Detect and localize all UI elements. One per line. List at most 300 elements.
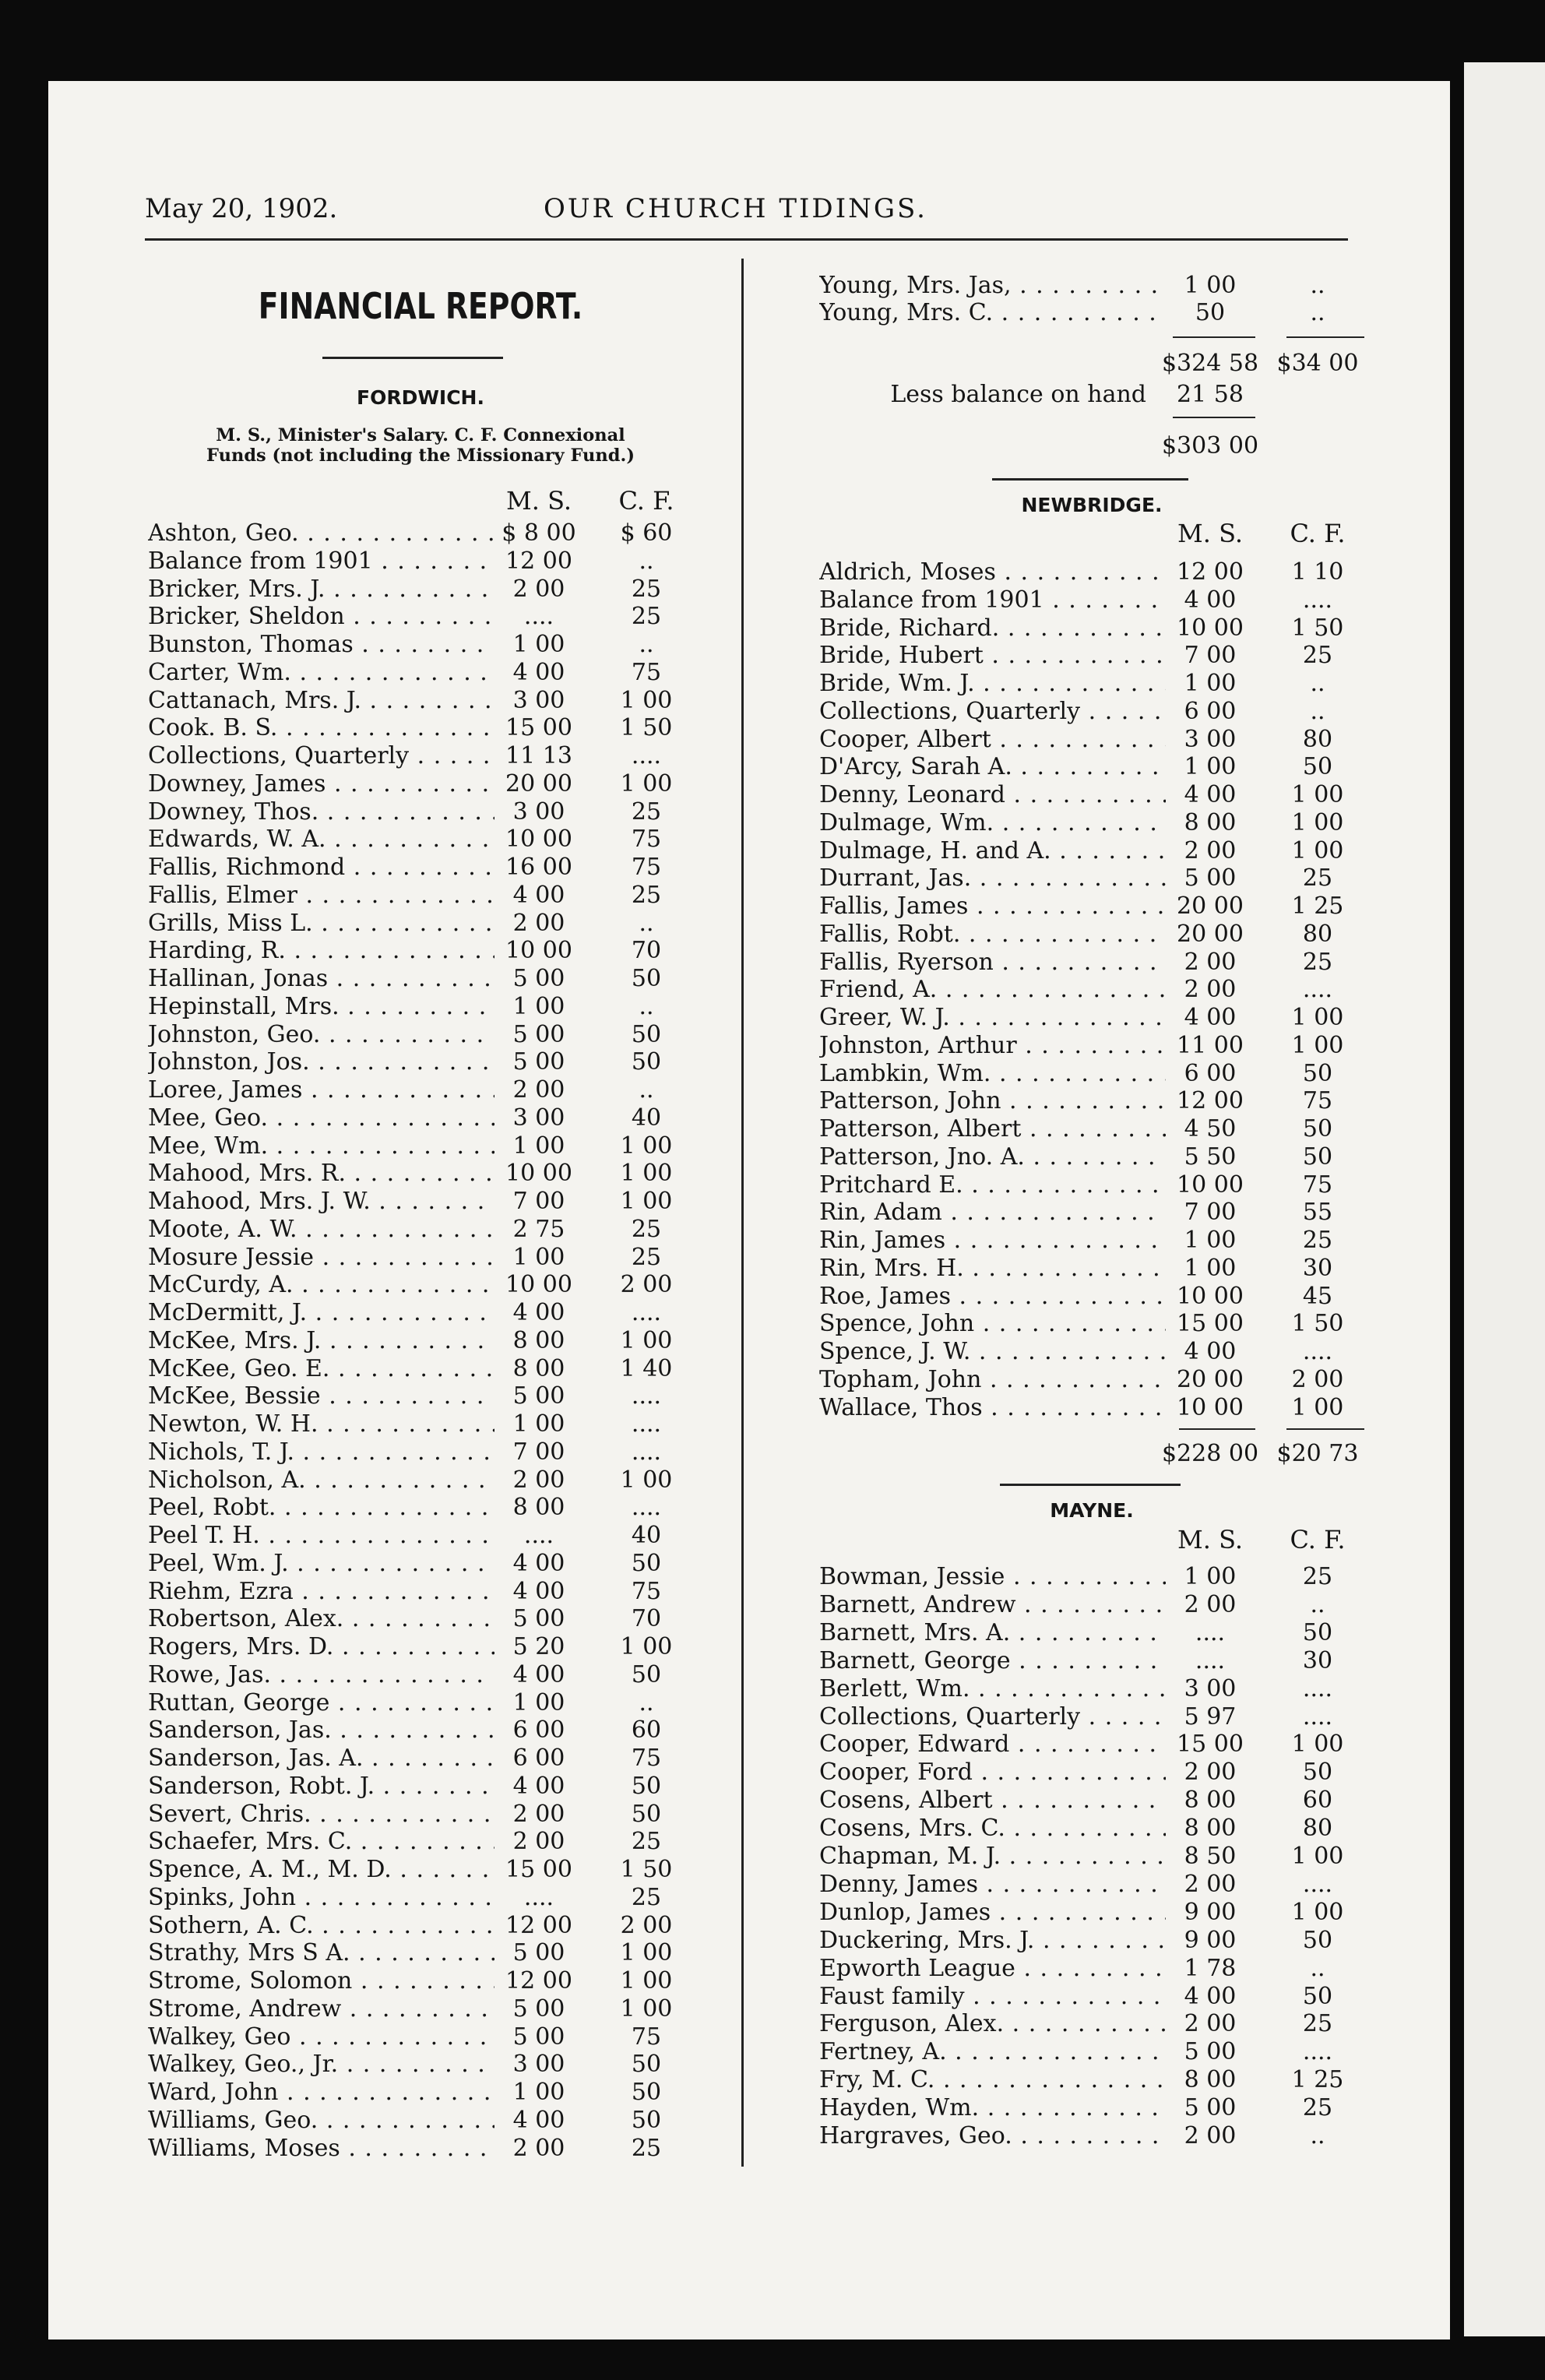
issue-date: May 20, 1902. (145, 193, 338, 224)
subscriber-row (819, 865, 1364, 892)
net-rule (1173, 417, 1255, 418)
subscriber-row (148, 576, 693, 603)
ms-amount: 15 00 (1177, 1730, 1244, 1759)
sum-rule-cf (1286, 336, 1364, 338)
ms-amount: 8 00 (512, 1494, 565, 1522)
subscriber-row (148, 1300, 693, 1326)
cf-amount: 25 (1302, 864, 1333, 892)
subscriber-name: Mee, Wm. . . . (148, 1133, 494, 1160)
ms-amount: 1 00 (512, 1688, 565, 1716)
newbridge-total (819, 1440, 1364, 1468)
ms-amount: 9 00 (1184, 1926, 1237, 1954)
subscriber-name: Downey, James . . . (148, 771, 494, 797)
cf-amount: 1 00 (1291, 781, 1344, 808)
subscriber-name: Cooper, Ford . . . (819, 1759, 1166, 1786)
subscriber-row (148, 632, 693, 658)
subscriber-row (819, 893, 1364, 920)
newbridge-rule (992, 478, 1188, 481)
gross-total-cf: $34 00 (1276, 350, 1359, 377)
subscriber-name: Johnston, Geo. . . . (148, 1022, 494, 1048)
subscriber-row (148, 688, 693, 714)
ms-amount: 10 00 (505, 1271, 572, 1299)
ms-amount: 10 00 (505, 937, 572, 965)
ms-amount: 4 50 (1184, 1115, 1237, 1142)
subscriber-name: Patterson, John . . . (819, 1088, 1166, 1114)
subscriber-name: McKee, Geo. E. . . . (148, 1356, 494, 1382)
newbridge-total-cf: $20 73 (1276, 1440, 1359, 1467)
subscriber-name: Dunlop, James . . . (819, 1899, 1166, 1926)
less-balance-value: 21 58 (1177, 381, 1244, 408)
subscriber-row (819, 1759, 1364, 1786)
ms-amount: 20 00 (1177, 920, 1244, 948)
subscriber-row (819, 1704, 1364, 1730)
ms-amount: 4 00 (1184, 586, 1237, 614)
ms-amount: 5 20 (512, 1633, 565, 1660)
abbreviation-note-line1: M. S., Minister's Salary. C. F. Connexional (216, 425, 625, 445)
subscriber-row (819, 1172, 1364, 1199)
ms-amount: 1 00 (512, 2079, 565, 2106)
cf-amount: 1 00 (620, 1466, 673, 1494)
subscriber-name: Ashton, Geo. . . . (148, 520, 494, 547)
subscriber-row (148, 1634, 693, 1660)
cf-amount: 1 00 (1291, 1730, 1344, 1759)
subscriber-row (148, 2107, 693, 2134)
subscriber-row (148, 2079, 693, 2106)
subscriber-row (819, 643, 1364, 669)
cf-amount: 1 00 (1291, 808, 1344, 836)
subscriber-row (819, 782, 1364, 808)
cf-amount: 75 (1302, 1087, 1333, 1115)
subscriber-name: McKee, Bessie . . . (148, 1383, 494, 1410)
subscriber-name: Wallace, Thos . . . (819, 1395, 1166, 1421)
report-title: FINANCIAL REPORT. (258, 285, 583, 327)
subscriber-name: Roe, James . . . (819, 1283, 1166, 1310)
column-headers-mayne (819, 1526, 1364, 1553)
cf-amount: 1 50 (620, 1856, 673, 1883)
ms-amount: 5 00 (512, 2023, 565, 2051)
subscriber-name: Hepinstall, Mrs. . . . (148, 994, 494, 1020)
cf-amount: 60 (1302, 1787, 1333, 1815)
ms-amount: 3 00 (512, 797, 565, 826)
cf-amount: 70 (631, 937, 662, 965)
ms-amount: 5 00 (1184, 2094, 1237, 2122)
ms-amount: 16 00 (505, 854, 572, 881)
ms-amount: 10 00 (505, 1160, 572, 1188)
ms-amount: 5 00 (512, 1939, 565, 1967)
subscriber-row (148, 1801, 693, 1828)
subscriber-name: Durrant, Jas. . . . (819, 865, 1166, 892)
subscriber-name: Bricker, Mrs. J. . . . (148, 576, 494, 603)
header-ms: M. S. (1177, 1525, 1244, 1554)
cf-amount: .. (1310, 299, 1325, 326)
subscriber-name: Barnett, George . . . (819, 1648, 1166, 1674)
cf-amount: .. (1310, 2122, 1325, 2149)
ms-amount: .... (1195, 1618, 1226, 1646)
subscriber-row (819, 1339, 1364, 1365)
cf-amount: 1 00 (1291, 1004, 1344, 1031)
ms-amount: 7 00 (1184, 642, 1237, 670)
subscriber-name: Patterson, Albert . . . (819, 1116, 1166, 1142)
ms-amount: 5 00 (512, 1994, 565, 2023)
subscriber-name: Cosens, Mrs. C. . . . (819, 1815, 1166, 1842)
subscriber-row (819, 1061, 1364, 1087)
subscriber-name: Sothern, A. C. . . . (148, 1913, 494, 1939)
subscriber-row (148, 1717, 693, 1744)
subscriber-row (819, 949, 1364, 976)
ms-amount: .... (523, 1883, 554, 1911)
cf-amount: 50 (631, 965, 662, 992)
cf-amount: 50 (1302, 753, 1333, 781)
subscriber-row (819, 1843, 1364, 1870)
subscriber-name: Hargraves, Geo. . . . (819, 2123, 1166, 2149)
ms-amount: 10 00 (1177, 1393, 1244, 1421)
ms-amount: 7 00 (512, 1438, 565, 1466)
cf-amount: 2 00 (620, 1271, 673, 1299)
ms-amount: 5 50 (1184, 1142, 1237, 1171)
cf-amount: 25 (631, 1243, 662, 1271)
ms-amount: 4 00 (1184, 1004, 1237, 1031)
subscriber-name: Hallinan, Jonas . . . (148, 966, 494, 992)
ms-amount: 2 00 (1184, 1870, 1237, 1898)
cf-amount: .... (631, 742, 662, 769)
cf-amount: 40 (631, 1522, 662, 1549)
subscriber-name: Carter, Wm. . . . (148, 660, 494, 686)
ms-amount: 1 00 (512, 631, 565, 658)
subscriber-name: Bricker, Sheldon . . . (148, 604, 494, 630)
subscriber-row (148, 1245, 693, 1271)
subscriber-name: Sanderson, Jas. . . . (148, 1717, 494, 1744)
subscriber-name: Rowe, Jas. . . . (148, 1662, 494, 1688)
subscriber-name: Moote, A. W. . . . (148, 1216, 494, 1243)
subscriber-row (819, 838, 1364, 864)
subscriber-row (148, 994, 693, 1020)
subscriber-name: Barnett, Mrs. A. . . . (819, 1620, 1166, 1646)
subscriber-row (148, 1940, 693, 1966)
cf-amount: 50 (631, 1549, 662, 1577)
ms-amount: 15 00 (505, 714, 572, 742)
subscriber-name: McKee, Mrs. J. . . . (148, 1328, 494, 1354)
subscriber-row (819, 1731, 1364, 1758)
cf-amount: 50 (631, 1048, 662, 1076)
ms-amount: 12 00 (505, 547, 572, 575)
section-title-fordwich: FORDWICH. (357, 386, 484, 409)
cf-amount: 55 (1302, 1199, 1333, 1227)
subscriber-name: Topham, John . . . (819, 1367, 1166, 1393)
subscriber-name: Peel, Wm. J. . . . (148, 1551, 494, 1577)
cf-amount: 1 00 (620, 1967, 673, 1994)
ms-amount: 4 00 (512, 1577, 565, 1605)
subscriber-name: Bunston, Thomas . . . (148, 632, 494, 658)
subscriber-row (148, 604, 693, 630)
subscriber-row (148, 2135, 693, 2162)
cf-amount: 50 (631, 1660, 662, 1688)
subscriber-row (148, 1439, 693, 1466)
cf-amount: 75 (631, 854, 662, 881)
ms-amount: 15 00 (505, 1856, 572, 1883)
subscriber-row (819, 727, 1364, 753)
ms-amount: 1 00 (1184, 670, 1237, 697)
cf-amount: .. (1310, 1590, 1325, 1618)
ms-amount: 9 00 (1184, 1898, 1237, 1926)
subscriber-name: Strathy, Mrs S A. . . . (148, 1940, 494, 1966)
ms-amount: 2 00 (512, 1466, 565, 1494)
cf-amount: 80 (1302, 1815, 1333, 1843)
cf-amount: 1 40 (620, 1354, 673, 1382)
ms-amount: 5 97 (1184, 1702, 1237, 1730)
subscriber-name: Fallis, Elmer . . . (148, 882, 494, 909)
subscriber-row (819, 1815, 1364, 1842)
subscriber-name: Severt, Chris. . . . (148, 1801, 494, 1828)
cf-amount: 25 (631, 1883, 662, 1911)
subscriber-name: Ruttan, George . . . (148, 1690, 494, 1716)
subscriber-row (148, 1105, 693, 1132)
ms-amount: 3 00 (1184, 725, 1237, 753)
subscriber-row (148, 1272, 693, 1298)
cf-amount: 50 (1302, 1142, 1333, 1171)
subscriber-name: Collections, Quarterly . . . (819, 699, 1166, 725)
subscriber-name: Strome, Andrew . . . (148, 1996, 494, 2023)
cf-amount: .... (631, 1299, 662, 1326)
subscriber-row (819, 273, 1364, 299)
ms-amount: 2 00 (1184, 948, 1237, 976)
subscriber-name: Spence, John . . . (819, 1311, 1166, 1337)
subscriber-name: Spence, A. M., M. D. . . . (148, 1857, 494, 1883)
cf-amount: .. (1310, 1954, 1325, 1982)
header-cf: C. F. (618, 486, 674, 516)
cf-amount: 25 (631, 2134, 662, 2162)
subscriber-name: Fallis, Robt. . . . (819, 921, 1166, 948)
cf-amount: .. (639, 547, 654, 575)
subscriber-row (819, 300, 1364, 326)
subscriber-name: Newton, W. H. . . . (148, 1411, 494, 1438)
subscriber-row (148, 1411, 693, 1438)
subscriber-row (819, 1144, 1364, 1171)
subscriber-row (819, 615, 1364, 642)
cf-amount: 1 00 (620, 1132, 673, 1160)
subscriber-name: Rin, Adam . . . (819, 1199, 1166, 1226)
ms-amount: 4 00 (512, 1549, 565, 1577)
cf-amount: 1 00 (620, 1939, 673, 1967)
subscriber-name: Bride, Wm. J. . . . (819, 671, 1166, 697)
subscriber-row (819, 810, 1364, 836)
subscriber-name: Mahood, Mrs. R. . . . (148, 1160, 494, 1187)
subscriber-row (148, 1745, 693, 1772)
cf-amount: 25 (1302, 642, 1333, 670)
cf-amount: 1 25 (1291, 892, 1344, 920)
ms-amount: 1 00 (512, 1243, 565, 1271)
subscriber-row (819, 1116, 1364, 1142)
subscriber-name: Fallis, James . . . (819, 893, 1166, 920)
ms-amount: 1 00 (1184, 1563, 1237, 1590)
cf-amount: 50 (631, 1020, 662, 1048)
subscriber-row (819, 2095, 1364, 2121)
subscriber-name: Cattanach, Mrs. J. . . . (148, 688, 494, 714)
ms-amount: 12 00 (1177, 558, 1244, 586)
subscriber-name: Fertney, A. . . . (819, 2039, 1166, 2065)
cf-amount: 25 (1302, 1227, 1333, 1254)
ms-amount: 4 00 (512, 1299, 565, 1326)
subscriber-name: Riehm, Ezra . . . (148, 1579, 494, 1605)
ms-amount: 8 50 (1184, 1843, 1237, 1870)
subscriber-name: Robertson, Alex. . . . (148, 1606, 494, 1632)
cf-amount: .. (639, 1688, 654, 1716)
subscriber-row (819, 1005, 1364, 1031)
subscriber-row (819, 1395, 1364, 1421)
subscriber-row (148, 771, 693, 797)
less-balance-label: Less balance on hand (890, 381, 1146, 408)
ms-amount: 11 00 (1177, 1031, 1244, 1059)
ms-amount: 2 75 (512, 1215, 565, 1243)
subscriber-row (819, 559, 1364, 586)
subscriber-row (819, 1620, 1364, 1646)
subscriber-row (819, 1956, 1364, 1982)
ms-amount: 2 00 (1184, 2010, 1237, 2038)
ms-amount: 10 00 (1177, 1171, 1244, 1199)
ms-amount: 6 00 (512, 1716, 565, 1745)
cf-amount: 25 (631, 881, 662, 909)
subscriber-name: Denny, James . . . (819, 1871, 1166, 1898)
ms-amount: 5 00 (1184, 864, 1237, 892)
cf-amount: 40 (631, 1104, 662, 1132)
subscriber-row (148, 1216, 693, 1243)
subscriber-row (148, 548, 693, 575)
subscriber-name: Dulmage, Wm. . . . (819, 810, 1166, 836)
cf-amount: 25 (631, 603, 662, 631)
net-total-value: $303 00 (1161, 432, 1259, 459)
subscriber-name: Bride, Richard. . . . (819, 615, 1166, 642)
subscriber-name: Denny, Leonard . . . (819, 782, 1166, 808)
ms-amount: 12 00 (505, 1911, 572, 1939)
subscriber-name: Collections, Quarterly . . . (819, 1704, 1166, 1730)
subscriber-row (148, 1160, 693, 1187)
ms-amount: 2 00 (512, 1828, 565, 1856)
ms-amount: 7 00 (512, 1188, 565, 1215)
cf-amount: 1 25 (1291, 2066, 1344, 2094)
ms-amount: 3 00 (512, 686, 565, 714)
cf-amount: 75 (1302, 1171, 1333, 1199)
cf-amount: 30 (1302, 1646, 1333, 1674)
ms-amount: 4 00 (512, 881, 565, 909)
cf-amount: .... (1302, 2038, 1333, 2066)
subscriber-row (819, 754, 1364, 780)
ms-amount: 10 00 (1177, 1282, 1244, 1310)
cf-amount: 50 (1302, 1059, 1333, 1087)
subscriber-row (148, 1579, 693, 1605)
subscriber-name: Dulmage, H. and A. . . . (819, 838, 1166, 864)
cf-amount: .. (639, 992, 654, 1020)
ms-amount: 1 00 (512, 992, 565, 1020)
ms-amount: .... (523, 1522, 554, 1549)
subscriber-row (819, 2067, 1364, 2093)
ms-amount: 7 00 (1184, 1199, 1237, 1227)
subscriber-name: Patterson, Jno. A. . . . (819, 1144, 1166, 1171)
subscriber-name: Cosens, Albert . . . (819, 1787, 1166, 1814)
subscriber-name: Spinks, John . . . (148, 1885, 494, 1911)
cf-amount: .... (631, 1494, 662, 1522)
cf-amount: 50 (1302, 1115, 1333, 1142)
subscriber-row (819, 671, 1364, 697)
subscriber-row (148, 1606, 693, 1632)
subscriber-row (148, 520, 693, 547)
cf-amount: 25 (631, 1215, 662, 1243)
cf-amount: 1 00 (1291, 1031, 1344, 1059)
subscriber-name: Chapman, M. J. . . . (819, 1843, 1166, 1870)
ms-amount: 1 00 (1184, 1227, 1237, 1254)
ms-amount: 8 00 (1184, 808, 1237, 836)
subscriber-name: Collections, Quarterly . . . (148, 743, 494, 769)
ms-amount: 10 00 (505, 826, 572, 854)
subscriber-row (819, 921, 1364, 948)
mayne-rule (1000, 1484, 1181, 1486)
subscriber-name: Friend, A. . . . (819, 977, 1166, 1003)
subscriber-row (148, 1049, 693, 1076)
cf-amount: 25 (1302, 1563, 1333, 1590)
subscriber-row (819, 1283, 1364, 1310)
cf-amount: 1 00 (620, 1633, 673, 1660)
ms-amount: .... (1195, 1646, 1226, 1674)
subscriber-row (148, 1773, 693, 1800)
subscriber-name: Greer, W. J. . . . (819, 1005, 1166, 1031)
cf-amount: 70 (631, 1605, 662, 1633)
subscriber-row (148, 854, 693, 881)
ms-amount: 3 00 (1184, 1674, 1237, 1702)
subscriber-row (148, 2051, 693, 2078)
cf-amount: 25 (631, 797, 662, 826)
subscriber-name: Harding, R. . . . (148, 938, 494, 964)
subscriber-row (819, 1227, 1364, 1254)
ms-amount: 2 00 (1184, 976, 1237, 1004)
cf-amount: 1 00 (620, 1188, 673, 1215)
subscriber-name: Rin, Mrs. H. . . . (819, 1255, 1166, 1282)
subscriber-row (819, 699, 1364, 725)
ms-amount: 3 00 (512, 1104, 565, 1132)
publication-title: OUR CHURCH TIDINGS. (544, 193, 927, 224)
cf-amount: 1 00 (1291, 1843, 1344, 1870)
ms-amount: 50 (1195, 299, 1226, 326)
ms-amount: 2 00 (512, 909, 565, 937)
cf-amount: 25 (1302, 948, 1333, 976)
subscriber-row (148, 938, 693, 964)
ms-amount: .... (523, 603, 554, 631)
cf-amount: .. (1310, 670, 1325, 697)
subscriber-row (819, 1928, 1364, 1954)
cf-amount: 1 10 (1291, 558, 1344, 586)
subscriber-row (148, 1857, 693, 1883)
ms-amount: 2 00 (1184, 1590, 1237, 1618)
subscriber-row (148, 1328, 693, 1354)
cf-amount: 2 00 (620, 1911, 673, 1939)
subscriber-row (148, 826, 693, 853)
subscriber-name: Nicholson, A. . . . (148, 1467, 494, 1494)
subscriber-name: Cooper, Edward . . . (819, 1731, 1166, 1758)
subscriber-name: Grills, Miss L. . . . (148, 910, 494, 937)
subscriber-row (148, 1356, 693, 1382)
cf-amount: 75 (631, 1745, 662, 1772)
cf-amount: 75 (631, 658, 662, 686)
cf-amount: 1 00 (1291, 836, 1344, 864)
subscriber-name: Williams, Geo. . . . (148, 2107, 494, 2134)
newbridge-sum-rule-cf (1286, 1428, 1364, 1430)
fordwich-gross-total (819, 350, 1364, 378)
subscriber-name: Walkey, Geo . . . (148, 2024, 494, 2051)
cf-amount: 25 (631, 1828, 662, 1856)
ms-amount: 4 00 (512, 658, 565, 686)
subscriber-row (819, 1787, 1364, 1814)
cf-amount: .... (631, 1410, 662, 1438)
ms-amount: 6 00 (1184, 697, 1237, 725)
ms-amount: 8 00 (1184, 1815, 1237, 1843)
cf-amount: 1 50 (1291, 614, 1344, 642)
